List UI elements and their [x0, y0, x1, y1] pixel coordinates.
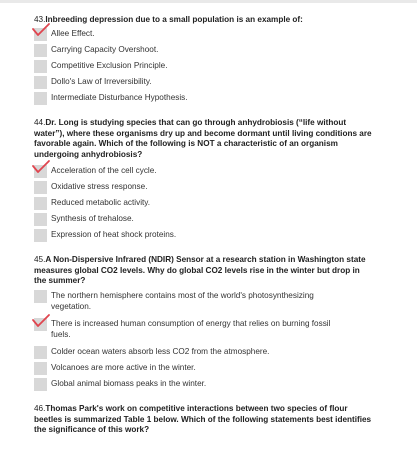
- question-number: 43.: [34, 15, 46, 24]
- option-label: Colder ocean waters absorb less CO2 from the atmosphere.: [51, 347, 270, 356]
- option-label: Reduced metabolic activity.: [51, 198, 151, 207]
- top-divider: [0, 0, 417, 3]
- checkmark-icon: [31, 22, 51, 38]
- checkbox[interactable]: [34, 92, 47, 105]
- question-44-text: [34, 118, 374, 160]
- question-stem: Thomas Park's work on competitive interactions between two species of flour beetles is summarized Table 1 below. Which of the following statements best identifies the significance of this work?: [34, 404, 372, 435]
- question-number: 44.: [34, 118, 46, 127]
- checkbox[interactable]: [34, 229, 47, 242]
- option-label: There is increased human consumption of energy that relies on burning fossil fuels.: [51, 319, 331, 339]
- option-label: Synthesis of trehalose.: [51, 214, 134, 223]
- question-43-text: [34, 15, 374, 26]
- option-label: Carrying Capacity Overshoot.: [51, 45, 159, 54]
- option-label: Acceleration of the cell cycle.: [51, 166, 157, 175]
- checkbox[interactable]: [34, 197, 47, 210]
- checkmark-icon: [31, 313, 51, 329]
- checkbox[interactable]: [34, 362, 47, 375]
- option-label: Allee Effect.: [51, 29, 95, 38]
- question-45-text: [34, 255, 374, 287]
- option-label: Oxidative stress response.: [51, 182, 148, 191]
- option-label: Competitive Exclusion Principle.: [51, 61, 168, 70]
- question-stem: Inbreeding depression due to a small population is an example of:: [45, 15, 303, 24]
- checkbox[interactable]: [34, 290, 47, 303]
- option-label: Dollo's Law of Irreversibility.: [51, 77, 152, 86]
- checkbox[interactable]: [34, 60, 47, 73]
- question-number: 46.: [34, 404, 46, 413]
- checkbox[interactable]: [34, 76, 47, 89]
- question-stem: A Non-Dispersive Infrared (NDIR) Sensor at a research station in Washington state measures global CO2 levels. Why do global CO2 levels rise in the winter but drop in the summer?: [34, 255, 366, 286]
- question-number: 45.: [34, 255, 46, 264]
- checkbox[interactable]: [34, 44, 47, 57]
- option-label: Global animal biomass peaks in the winter.: [51, 379, 207, 388]
- checkbox[interactable]: [34, 213, 47, 226]
- checkbox[interactable]: [34, 346, 47, 359]
- question-stem: Dr. Long is studying species that can go through anhydrobiosis (“life without water”), where these organisms dry up and become dormant until living conditions are favorable again. Which of the following is NOT a characteristic of an organism undergoing anhydrobiosis?: [34, 118, 372, 159]
- checkbox[interactable]: [34, 378, 47, 391]
- checkbox[interactable]: [34, 181, 47, 194]
- option-label: Volcanoes are more active in the winter.: [51, 363, 196, 372]
- option-label: Intermediate Disturbance Hypothesis.: [51, 93, 188, 102]
- checkmark-icon: [31, 159, 51, 175]
- question-46-text: [34, 404, 374, 436]
- option-label: The northern hemisphere contains most of the world's photosynthesizing vegetation.: [51, 291, 314, 311]
- option-label: Expression of heat shock proteins.: [51, 230, 177, 239]
